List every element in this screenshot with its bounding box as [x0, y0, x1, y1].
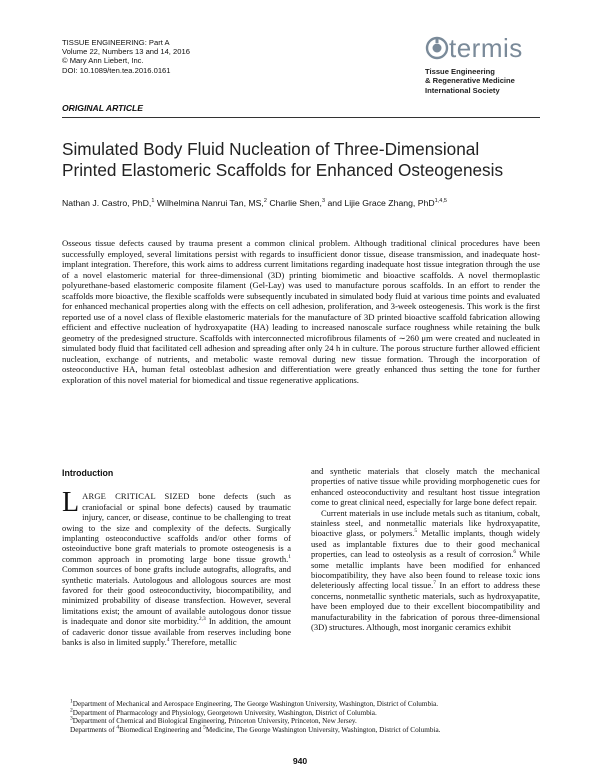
author-name: Nathan J. Castro, PhD, — [62, 198, 152, 208]
intro-paragraph-2: Current materials in use include metals such as titanium, cobalt, stainless steel, and nonmetallic materials like hydroxyapatite, bioactive glass, or polymers.$^5$ Metallic implants, though widely used as implantable fixtures due to their good mechanical properties, can lead to osteolysis as a result of corrosion.$^6$ While some metallic implants have been modified for enhanced biocompatibility, they have also been found to release toxic ions deleteriously affecting local tissue.$^7$ In an effort to address these concerns, nonmetallic synthetic materials, such as hydroxyapatite, have been employed due to their excellent biocompatibility and manufacturability in the fabrication of porous three-dimensional (3D) structures. Although, most inorganic ceramics exhibit — [311, 507, 540, 633]
author-affiliation: 1 — [151, 198, 155, 205]
journal-info — [62, 38, 190, 75]
author-affiliation: 1,4,5 — [434, 198, 447, 205]
journal-doi: DOI: 10.1089/ten.tea.2016.0161 — [62, 65, 171, 75]
citation: 1 — [288, 554, 291, 561]
author-affiliation: 2 — [263, 198, 267, 205]
author-affiliation: 3 — [321, 198, 326, 205]
termis-logo-word: termis — [449, 33, 523, 63]
society-line-3: International Society — [425, 85, 500, 95]
intro-paragraph-1: LARGE CRITICAL SIZED bone defects (such as craniofacial or spinal bone defects) caused by traumatic injury, cancer, or disease, continue to be challenging to treat owing to the size and complexity of the defects. Surgically implanting osteoconductive scaffolds and/or other forms of osteoinductive bone graft materials to promote osteogenesis is a common approach in promoting large bone tissue growth.$^1$ Common sources of bone grafts include autografts, allografts, and synthetic materials. Autologous and allologous sources are most favored for their good osteoconductivity, biocompatibility, and minimized probability of disease transfection. However, several limitations exist; the amount of available autologous donor tissue is inadequate and donor site morbidity.$^{2,3}$ In addition, the amount of cadaveric donor tissue available from reserves including bone banks is also in limited supply.$^4$ Therefore, metallic — [62, 487, 291, 648]
termis-logo-icon — [425, 36, 449, 60]
affiliations-footnotes — [62, 700, 540, 734]
author-name: and Lijie Grace Zhang, PhD — [327, 198, 435, 208]
drop-cap: L — [62, 487, 80, 519]
article-type: ORIGINAL ARTICLE — [62, 103, 144, 113]
journal-copyright: © Mary Ann Liebert, Inc. — [62, 56, 144, 66]
article-title — [62, 139, 552, 181]
author-list — [62, 198, 552, 209]
author-name: Charlie Shen, — [269, 198, 322, 208]
section-heading: Introduction — [62, 468, 114, 478]
paragraph-continuation-left: Therefore, metallic — [169, 637, 237, 648]
journal-name: TISSUE ENGINEERING: Part A — [62, 38, 170, 47]
footnote: $^2$Department of Pharmacology and Physiology, Georgetown University, Washington, District of Columbia. — [70, 707, 377, 717]
citation: 7 — [433, 580, 436, 587]
footnote: $^3$Department of Chemical and Biological Engineering, Princeton University, Princeton, New Jersey. — [70, 715, 357, 726]
citation: 5 — [414, 528, 418, 535]
citation: 2,3 — [198, 616, 206, 623]
header-rule — [62, 117, 540, 118]
title-line-2: Printed Elastomeric Scaffolds for Enhanced Osteogenesis — [62, 160, 504, 180]
page-number: 940 — [292, 756, 308, 766]
title-line-1: Simulated Body Fluid Nucleation of Three-Dimensional — [62, 139, 480, 159]
society-line-1: Tissue Engineering — [425, 67, 495, 76]
termis-logo — [425, 35, 575, 95]
body-column-right — [311, 466, 540, 633]
lead-in-small-caps: ARGE CRITICAL SIZED — [82, 491, 190, 502]
intro-paragraph-1-continued: and synthetic materials that closely match the mechanical properties of native tissue while providing morphogenetic cues for enhanced osteoconductivity and resultant host tissue integration come to great clinical need, especially for large bone defect repair. — [311, 466, 540, 508]
author-name: Wilhelmina Nanrui Tan, MS, — [156, 198, 264, 208]
footnote: Departments of $^4$Biomedical Engineering and $^5$Medicine, The George Washington University, Washington, District of Columbia. — [70, 724, 441, 734]
abstract: Osseous tissue defects caused by trauma present a common clinical problem. Although traditional clinical procedures have been successfully employed, several limitations persist with regards to insufficient donor tissue, disease transmission, and inadequate host-implant integration. Therefore, this work aims to address current limitations regarding inadequate host tissue integration through the use of a novel elastomeric material for three-dimensional (3D) printing biomimetic and bioactive scaffolds. A novel thermoplastic polyurethane-based elastomeric composite filament (Gel-Lay) was used to manufacture porous scaffolds. In an effort to render the scaffolds more bioactive, the flexible scaffolds were subsequently incubated in simulated body fluid at various time points and evaluated for enhanced mechanical properties along with the effects on cell adhesion, proliferation, and 3-week osteogenesis. This work is the first reported use of a novel class of flexible elastomeric materials for the manufacture of 3D printed bioactive scaffold fabrication allowing efficient and effective nucleation of hydroxyapatite (HA) leading to increased nanoscale surface roughness while retaining the bulk geometry of the predesigned structure. Scaffolds with interconnected microfibrous filaments of ∼260 μm were created and nucleated in simulated body fluid that facilitated cell adhesion and spreading after only 24 h in culture. The porous structure further allowed efficient nucleation, exchange of nutrients, and metabolic waste removal during new tissue formation. Through the incorporation of osteoconductive HA, human fetal osteoblast adhesion and differentiation were greatly enhanced thus setting the tone for further exploration of this novel material for biomedical and tissue regenerative applications. — [62, 238, 540, 385]
citation: 6 — [513, 549, 517, 556]
citation: 4 — [166, 637, 170, 644]
society-line-2: & Regenerative Medicine — [425, 76, 515, 86]
journal-volume: Volume 22, Numbers 13 and 14, 2016 — [62, 47, 190, 57]
footnote: $^1$Department of Mechanical and Aerospace Engineering, The George Washington University, Washington, District of Columbia. — [70, 698, 439, 708]
body-column-left — [62, 466, 291, 648]
